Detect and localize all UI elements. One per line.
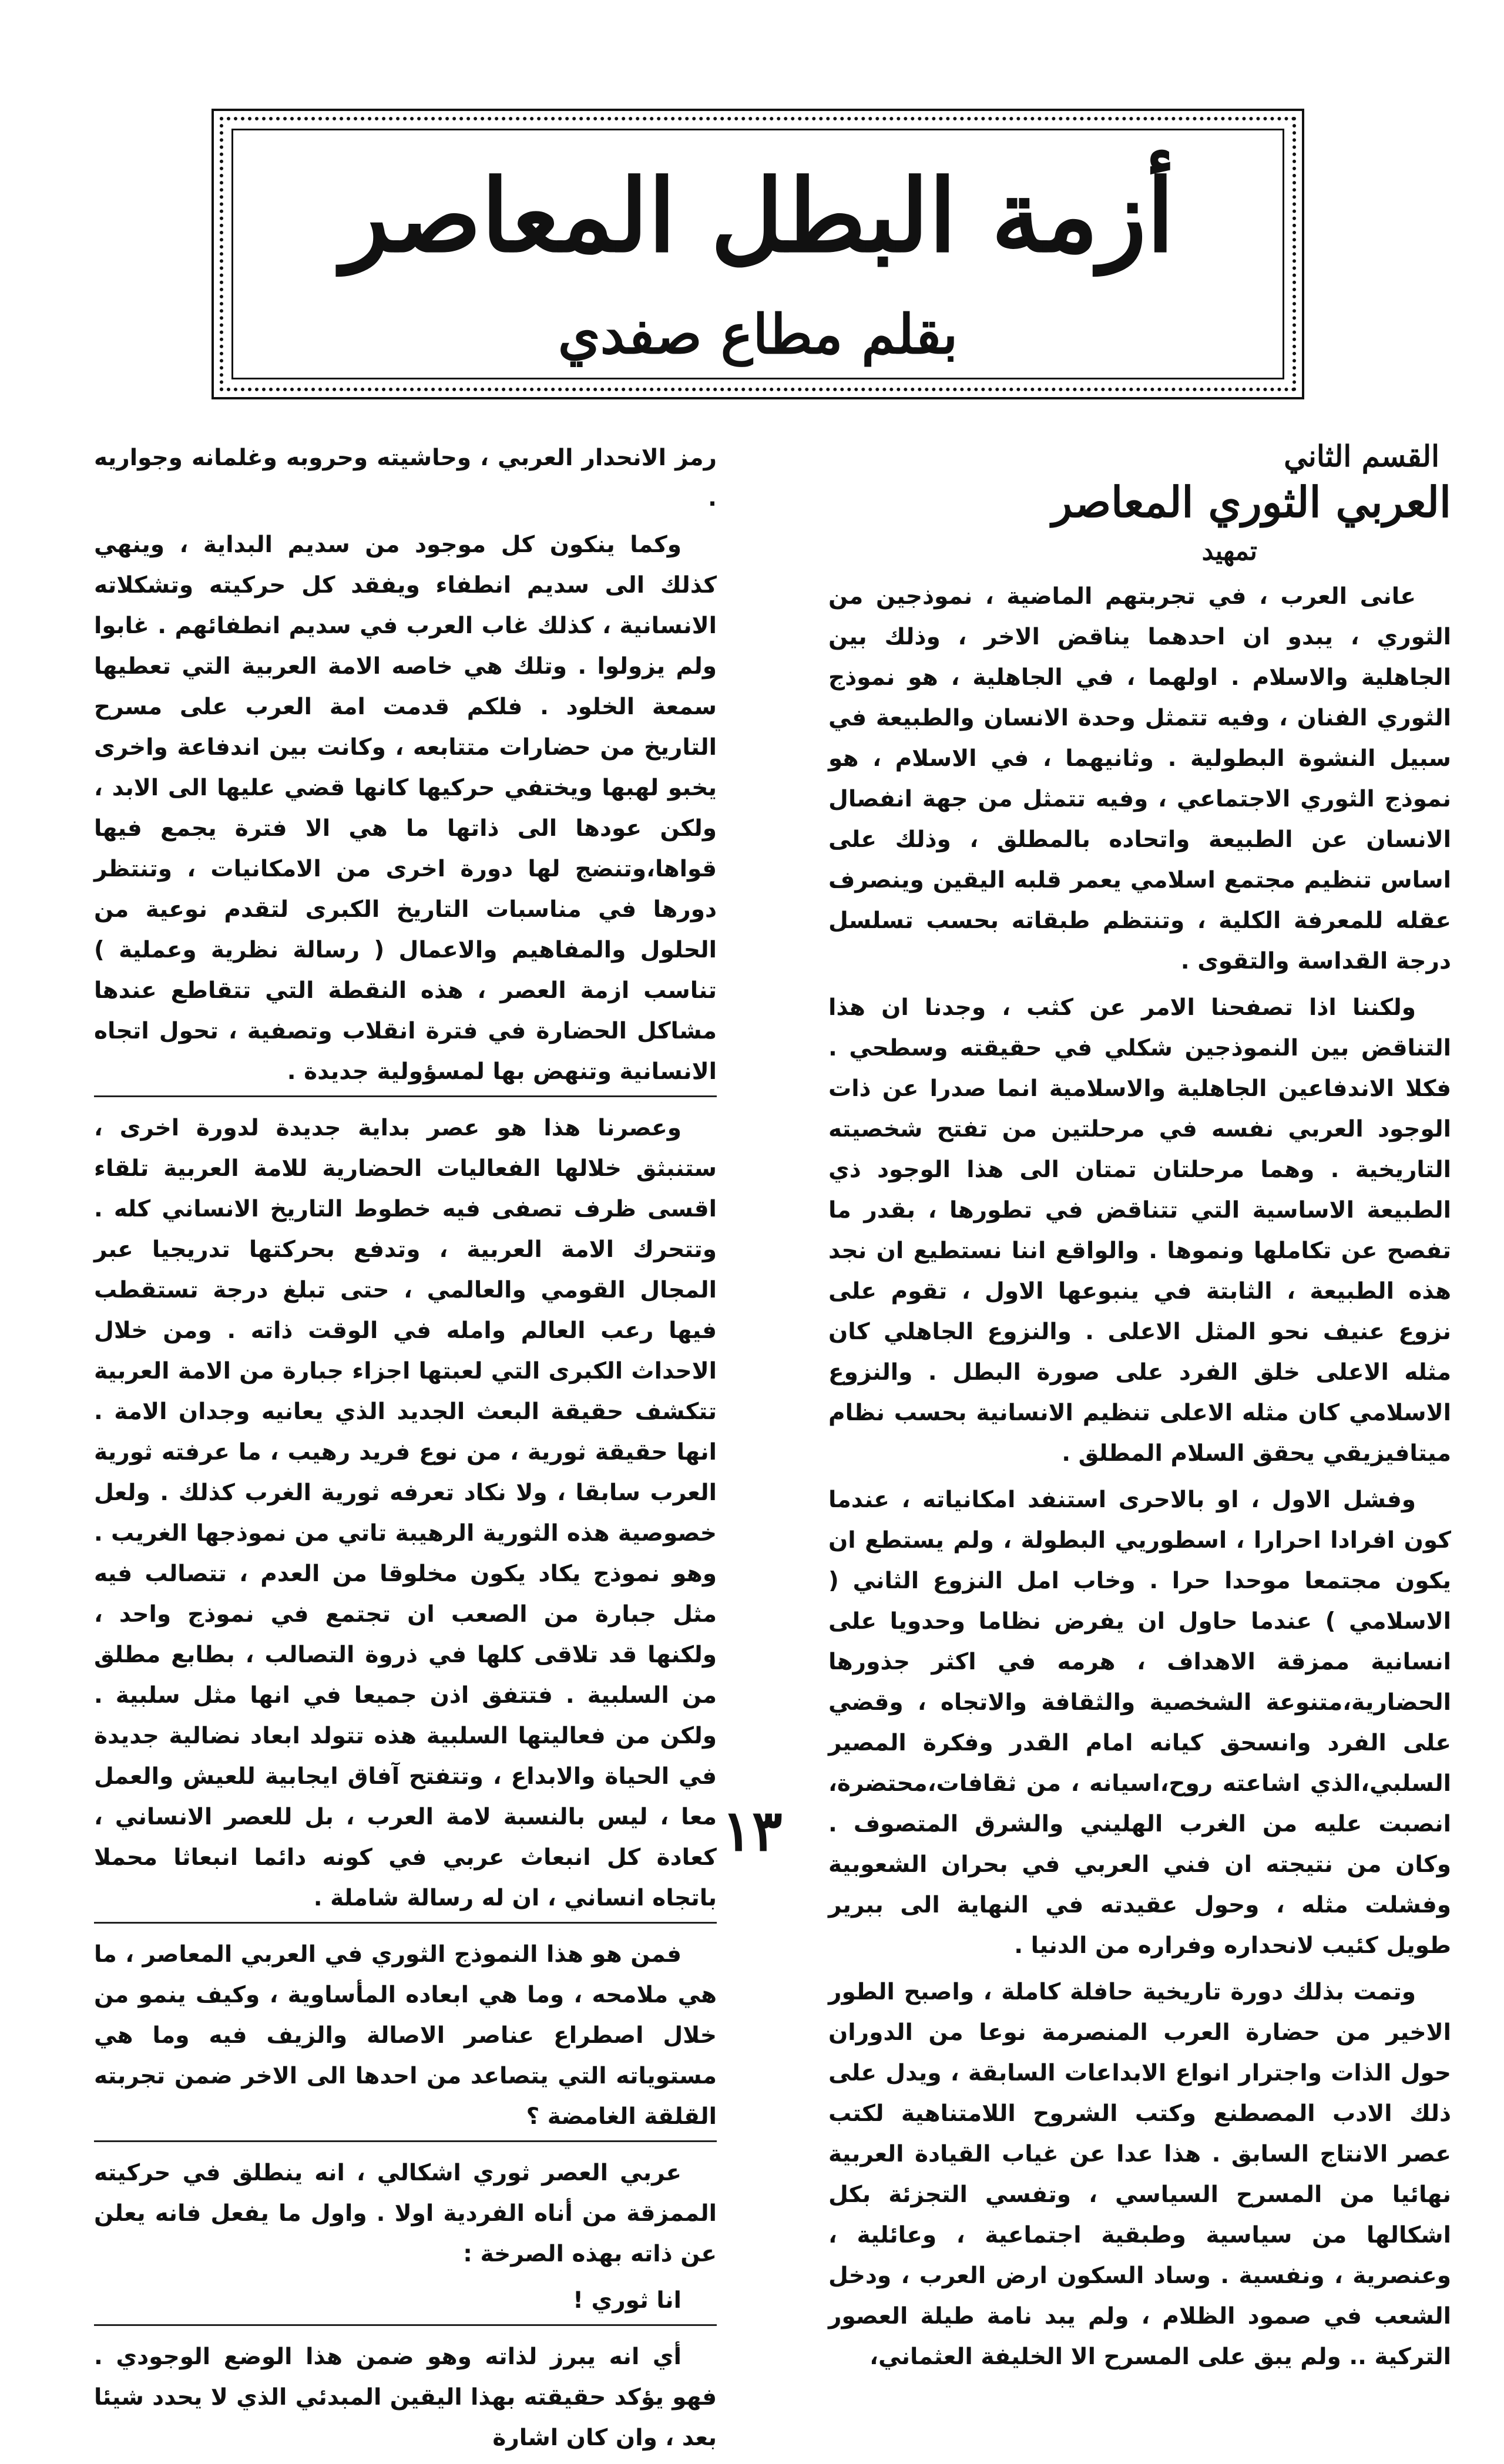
- right-column: [828, 438, 1451, 2383]
- intro-label: تمهيد: [1201, 536, 1257, 566]
- paragraph: وتمت بذلك دورة تاريخية حافلة كاملة ، واصبح الطور الاخير من حضارة العرب المنصرمة نوعا من الدوران حول الذات واجترار انواع الابداعات السابقة ، ويدل على ذلك الادب المصطنع وكتب الشروح اللامتناهية لكتب عصر الانتاج السابق . هذا عدا عن غياب القيادة العربية نهائيا من المسرح السياسي ، وتفسي التجزئة بكل اشكالها من سياسية وطبقية اجتماعية ، وعائلية ، وعنصرية ، ونفسية . وساد السكون ارض العرب ، ودخل الشعب في صمود الظلام ، ولم يبد نامة طيلة العصور التركية .. ولم يبق على المسرح الا الخليفة العثماني،: [828, 1979, 1451, 2370]
- paragraph: رمز الانحدار العربي ، وحاشيته وحروبه وغلمانه وجواريه .: [94, 445, 717, 512]
- paragraph: عربي العصر ثوري اشكالي ، انه ينطلق في حركيته الممزقة من أناه الفردية اولا . واول ما يفعل فانه يعلن عن ذاته بهذه الصرخة :: [94, 2160, 717, 2267]
- paragraph: وكما ينكون كل موجود من سديم البداية ، وينهي كذلك الى سديم انطفاء ويفقد كل حركيته وتشكلاته الانسانية ، كذلك غاب العرب في سديم انطفائهم . غابوا ولم يزولوا . وتلك هي خاصه الامة العربية التي تعطيها سمعة الخلود . فلكم قدمت امة العرب على مسرح التاريخ من حضارات متتابعه ، وكانت بين اندفاعة واخرى يخبو لهبها ويختفي حركيها كانها قضي عليها الى الابد ، ولكن عودها الى ذاتها ما هي الا فترة يجمع فيها قواها،وتنضج لها دورة اخرى من الامكانيات ، وتنتظر دورها في مناسبات التاريخ الكبرى لتقدم نوعية من الحلول والمفاهيم والاعمال ( رسالة نظرية وعملية ) تناسب ازمة العصر ، هذه النقطة التي تتقاطع عندها مشاكل الحضارة في فترة انقلاب وتصفية ، تحول اتجاه الانسانية وتنهض بها لمسؤولية جديدة .: [94, 525, 717, 1097]
- page-number: ١٣: [721, 1797, 783, 1864]
- paragraph: وفشل الاول ، او بالاحرى استنفد امكانياته ، عندما كون افرادا احرارا ، اسطوريي البطولة ، ولم يستطع ان يكون مجتمعا موحدا حرا . وخاب امل النزوع الثاني ( الاسلامي ) عندما حاول ان يفرض نظاما وحدويا على انسانية ممزقة الاهداف ، هرمه في اكثر جذورها الحضارية،متنوعة الشخصية والثقافة والاتجاه ، وقضي على الفرد وانسحق كيانه امام القدر وفكرة المصير السلبي،الذي اشاعته روح،اسيانه ، من ثقافات،محتضرة، انصبت عليه من الغرب الهليني والشرق المتصوف . وكان من نتيجته ان فني العربي في بحران الشعوبية وفشلت مثله ، وحول عقيدته في النهاية الى ببرير طويل كئيب لانحداره وفراره من الدنيا .: [828, 1487, 1451, 1959]
- section-label: القسم الثاني: [1284, 439, 1439, 473]
- section-title: العربي الثوري المعاصر: [1052, 477, 1451, 527]
- article-byline: بقلم مطاع صفدي: [558, 302, 958, 366]
- paragraph: انا ثوري !: [94, 2280, 717, 2326]
- title-frame: [212, 109, 1304, 399]
- paragraph: عانى العرب ، في تجربتهم الماضية ، نموذجين من الثوري ، يبدو ان احدهما يناقض الاخر ، وذلك بين الجاهلية والاسلام . اولهما ، في الجاهلية ، هو نموذج الثوري الفنان ، وفيه تتمثل وحدة الانسان والطبيعة في سبيل النشوة البطولية . وثانيهما ، في الاسلام ، هو نموذج الثوري الاجتماعي ، وفيه تتمثل من جهة انفصال الانسان عن الطبيعة واتحاده بالمطلق ، وذلك على اساس تنظيم مجتمع اسلامي يعمر قلبه اليقين وينصرف عقله للمعرفة الكلية ، وتنتظم طبقاته بحسب تسلسل درجة القداسة والتقوى .: [828, 583, 1451, 974]
- paragraph: أي انه يبرز لذاته وهو ضمن هذا الوضع الوجودي . فهو يؤكد حقيقته بهذا اليقين المبدئي الذي لا يحدد شيئا بعد ، وان كان اشارة: [94, 2344, 717, 2451]
- paragraph: ولكننا اذا تصفحنا الامر عن كثب ، وجدنا ان هذا التناقض بين النموذجين شكلي في حقيقته وسطحي . فكلا الاندفاعين الجاهلية والاسلامية انما صدرا عن ذات الوجود العربي نفسه في مرحلتين من تفتح شخصيته التاريخية . وهما مرحلتان تمتان الى هذا الوجود ذي الطبيعة الاساسية التي تتناقض في تطورها ، بقدر ما تفصح عن تكاملها ونموها . والواقع اننا نستطيع ان نجد هذه الطبيعة ، الثابتة في ينبوعها الاول ، تقوم على نزوع عنيف نحو المثل الاعلى . والنزوع الجاهلي كان مثله الاعلى خلق الفرد على صورة البطل . والنزوع الاسلامي كان مثله الاعلى تنظيم الانسانية بحسب نظام ميتافيزيقي يحقق السلام المطلق .: [828, 994, 1451, 1467]
- left-column: [94, 438, 717, 2464]
- paragraph: وعصرنا هذا هو عصر بداية جديدة لدورة اخرى ، ستنبثق خلالها الفعاليات الحضارية للامة العربية تلقاء اقسى ظرف تصفى فيه خطوط التاريخ الانساني كله . وتتحرك الامة العربية ، وتدفع بحركتها تدريجيا عبر المجال القومي والعالمي ، حتى تبلغ درجة تستقطب فيها رعب العالم وامله في الوقت ذاته . ومن خلال الاحداث الكبرى التي لعبتها اجزاء جبارة من الامة العربية تتكشف حقيقة البعث الجديد الذي يعانيه وجدان الامة . انها حقيقة ثورية ، من نوع فريد رهيب ، ما عرفته ثورية العرب سابقا ، ولا نكاد تعرفه ثورية الغرب كذلك . ولعل خصوصية هذه الثورية الرهيبة تاتي من نموذجها الغريب . وهو نموذج يكاد يكون مخلوقا من العدم ، تتصالب فيه مثل جبارة من الصعب ان تجتمع في نموذج واحد ، ولكنها قد تلاقى كلها في ذروة التصالب ، بطابع مطلق من السلبية . فتتفق اذن جميعا في انها مثل سلبية . ولكن من فعاليتها السلبية هذه تتولد ابعاد نضالية جديدة في الحياة والابداع ، وتتفتح آفاق ايجابية للعيش والعمل معا ، ليس بالنسبة لامة العرب ، بل للعصر الانساني ، كعادة كل انبعاث عربي في كونه دائما انبعاثا محملا باتجاه انساني ، ان له رسالة شاملة .: [94, 1108, 717, 1924]
- article-title: أزمة البطل المعاصر: [341, 157, 1174, 275]
- paragraph: فمن هو هذا النموذج الثوري في العربي المعاصر ، ما هي ملامحه ، وما هي ابعاده المأساوية ، وكيف ينمو من خلال اصطراع عناصر الاصالة والزيف فيه وما هي مستوياته التي يتصاعد من احدها الى الاخر ضمن تجربته القلقة الغامضة ؟: [94, 1934, 717, 2142]
